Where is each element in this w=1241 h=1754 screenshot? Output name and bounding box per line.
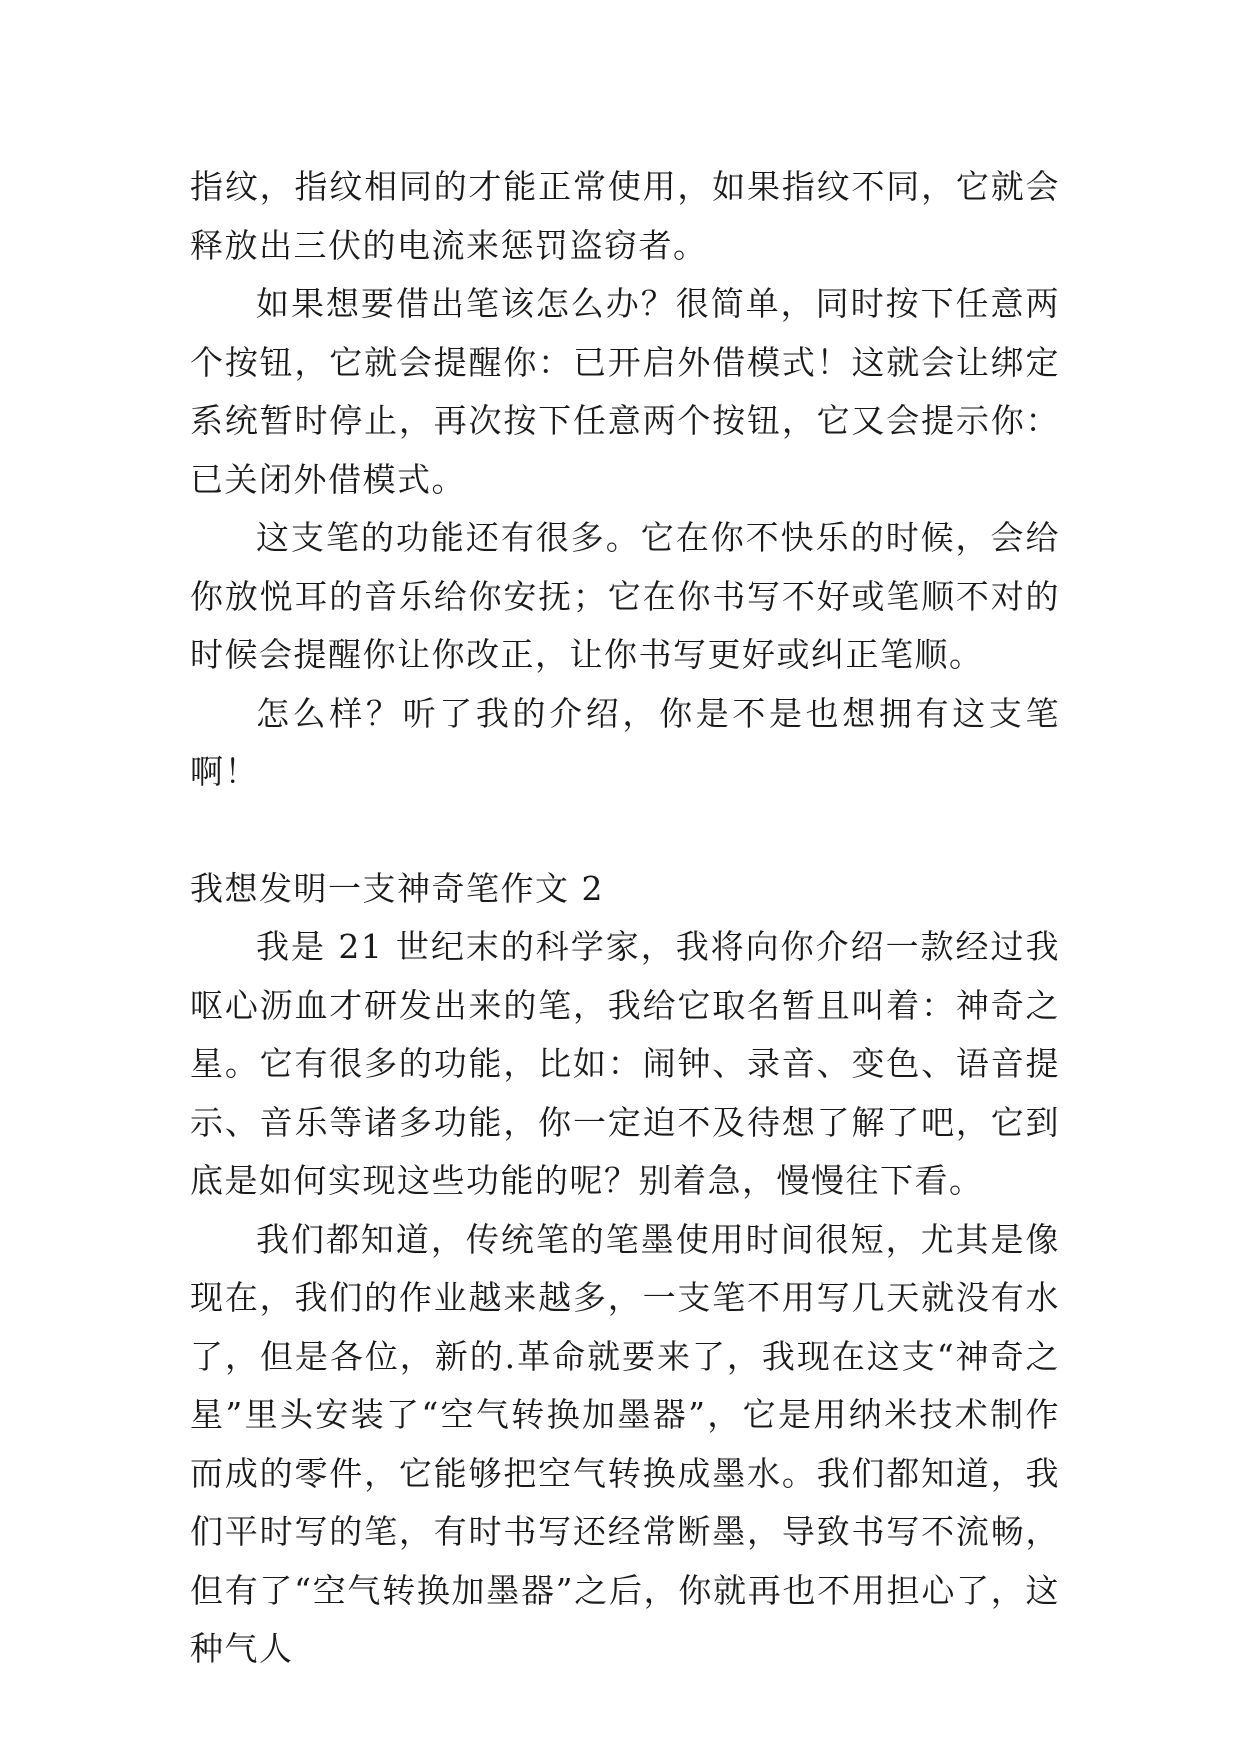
document-body [190, 158, 1060, 1679]
paragraph-functions: 这支笔的功能还有很多。它在你不快乐的时候，会给你放悦耳的音乐给你安抚；它在你书写不好或笔顺不对的时候会提醒你让你改正，让你书写更好或纠正笔顺。 [190, 518, 1060, 674]
paragraph-borrow-mode: 如果想要借出笔该怎么办？很简单，同时按下任意两个按钮，它就会提醒你：已开启外借模式！这就会让绑定系统暂时停止，再次按下任意两个按钮，它又会提示你：已关闭外借模式。 [190, 284, 1060, 499]
paragraph-intro: 我是 21 世纪末的科学家，我将向你介绍一款经过我呕心沥血才研发出来的笔，我给它取名暂且叫着：神奇之星。它有很多的功能，比如：闹钟、录音、变色、语音提示、音乐等诸多功能，你一定迫不及待想了解了吧，它到底是如何实现这些功能的呢？别着急，慢慢往下看。 [190, 927, 1060, 1200]
section-spacer [190, 802, 1060, 860]
paragraph-ink-converter: 我们都知道，传统笔的笔墨使用时间很短，尤其是像现在，我们的作业越来越多，一支笔不用写几天就没有水了，但是各位，新的.革命就要来了，我现在这支“神奇之星”里头安装了“空气转换加墨器”，它是用纳米技术制作而成的零件，它能够把空气转换成墨水。我们都知道，我们平时写的笔，有时书写还经常断墨，导致书写不流畅，但有了“空气转换加墨器”之后，你就再也不用担心了，这种气人 [190, 1219, 1060, 1668]
paragraph-closing: 怎么样？听了我的介绍，你是不是也想拥有这支笔啊！ [190, 693, 1060, 791]
paragraph-continued: 指纹，指纹相同的才能正常使用，如果指纹不同，它就会释放出三伏的电流来惩罚盗窃者。 [190, 167, 1060, 265]
section-title: 我想发明一支神奇笔作文 2 [190, 868, 604, 908]
